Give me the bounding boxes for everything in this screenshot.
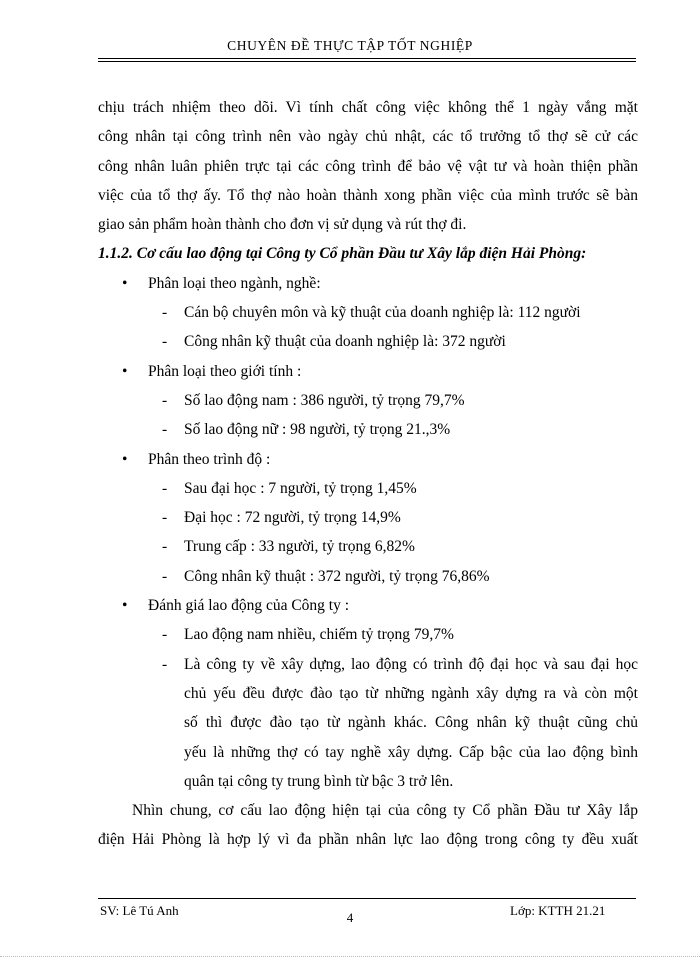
dash-icon: -: [162, 509, 168, 527]
bullet-icon: •: [122, 597, 128, 615]
bullet-icon: •: [122, 450, 128, 468]
bullet-icon: •: [122, 362, 128, 380]
dash-item: [98, 415, 638, 444]
intro-line: chịu trách nhiệm theo dõi. Vì tính chất công việc không thể 1 ngày vắng mặt: [98, 99, 638, 116]
dash-item: [98, 474, 638, 503]
dash-item: [98, 562, 638, 591]
bullet-item: [98, 357, 638, 386]
header-rule: [98, 58, 636, 59]
dash-item: [98, 620, 638, 649]
intro-line: việc của tổ thợ ấy. Tổ thợ nào hoàn thành xong phần việc của mình trước sẽ bàn: [98, 186, 638, 204]
bullet-label: Phân theo trình độ :: [148, 450, 271, 468]
intro-line: công nhân tại công trình nên vào ngày chủ nhật, các tổ trưởng tổ thợ sẽ cử các: [98, 128, 638, 146]
dash-icon: -: [162, 421, 168, 439]
dash-text: Sau đại học : 7 người, tỷ trọng 1,45%: [184, 479, 417, 497]
dash-icon: -: [162, 333, 168, 351]
dash-item: [98, 298, 638, 327]
dash-icon: -: [162, 479, 168, 497]
section-heading: 1.1.2. Cơ cấu lao động tại Công ty Cổ phần Đầu tư Xây lắp điện Hải Phòng:: [98, 245, 587, 263]
intro-line: giao sản phẩm hoàn thành cho đơn vị sử dụng và rút thợ đi.: [98, 216, 467, 234]
dash-icon: -: [162, 391, 168, 409]
page-number: 4: [346, 910, 354, 925]
dash-continuation: chủ yếu đều được đào tạo từ những ngành xây dựng ra và còn một: [184, 684, 638, 702]
header-title: CHUYÊN ĐỀ THỰC TẬP TỐT NGHIỆP: [227, 38, 473, 53]
dash-continuation: quân tại công ty trung bình từ bậc 3 trở lên.: [184, 772, 454, 790]
page-bottom-border: [0, 956, 700, 957]
dash-text: Cán bộ chuyên môn và kỹ thuật của doanh nghiệp là: 112 người: [184, 304, 581, 322]
dash-text: Công nhân kỹ thuật của doanh nghiệp là: 372 người: [184, 333, 506, 351]
dash-text: Công nhân kỹ thuật : 372 người, tỷ trọng 76,86%: [184, 567, 490, 585]
footer-rule: [98, 898, 636, 899]
bullet-label: Đánh giá lao động của Công ty :: [148, 597, 350, 615]
bullet-label: Phân loại theo ngành, nghề:: [148, 274, 321, 292]
dash-item: [98, 532, 638, 561]
bullet-item: [98, 591, 638, 620]
footer-student: SV: Lê Tú Anh: [100, 903, 179, 918]
dash-icon: -: [162, 538, 168, 556]
dash-icon: -: [162, 567, 168, 585]
dash-text: Là công ty về xây dựng, lao động có trình độ đại học và sau đại học: [184, 655, 638, 673]
dash-continuation: số thì được đào tạo từ ngành khác. Công nhân kỹ thuật cũng chủ: [184, 714, 638, 732]
dash-text: Số lao động nữ : 98 người, tỷ trọng 21.,3%: [184, 421, 451, 439]
bullet-label: Phân loại theo giới tính :: [148, 362, 302, 380]
bullet-icon: •: [122, 274, 128, 292]
document-body: [98, 93, 638, 855]
dash-icon: -: [162, 304, 168, 322]
dash-item: [98, 503, 638, 532]
bullet-item: [98, 445, 638, 474]
dash-icon: -: [162, 655, 168, 673]
intro-line: công nhân luân phiên trực tại các công trình để bảo vệ vật tư và hoàn thiện phần: [98, 157, 638, 175]
header-rule-double: [98, 61, 636, 62]
footer-class: Lớp: KTTH 21.21: [510, 903, 606, 918]
dash-item: [98, 650, 638, 679]
dash-icon: -: [162, 626, 168, 644]
bullet-item: [98, 269, 638, 298]
dash-item: [98, 327, 638, 356]
closing-line: Nhìn chung, cơ cấu lao động hiện tại của công ty Cổ phần Đầu tư Xây lắp: [132, 802, 638, 820]
dash-continuation: yếu là những thợ có tay nghề xây dựng. Cấp bậc của lao động bình: [184, 743, 638, 761]
dash-text: Số lao động nam : 386 người, tỷ trọng 79,7%: [184, 391, 465, 409]
dash-text: Lao động nam nhiều, chiếm tỷ trọng 79,7%: [184, 626, 454, 644]
dash-text: Trung cấp : 33 người, tỷ trọng 6,82%: [184, 538, 415, 556]
closing-line: điện Hải Phòng là hợp lý vì đa phần nhân lực lao động trong công ty đều xuất: [98, 831, 638, 849]
dash-item: [98, 386, 638, 415]
dash-text: Đại học : 72 người, tỷ trọng 14,9%: [184, 509, 401, 527]
